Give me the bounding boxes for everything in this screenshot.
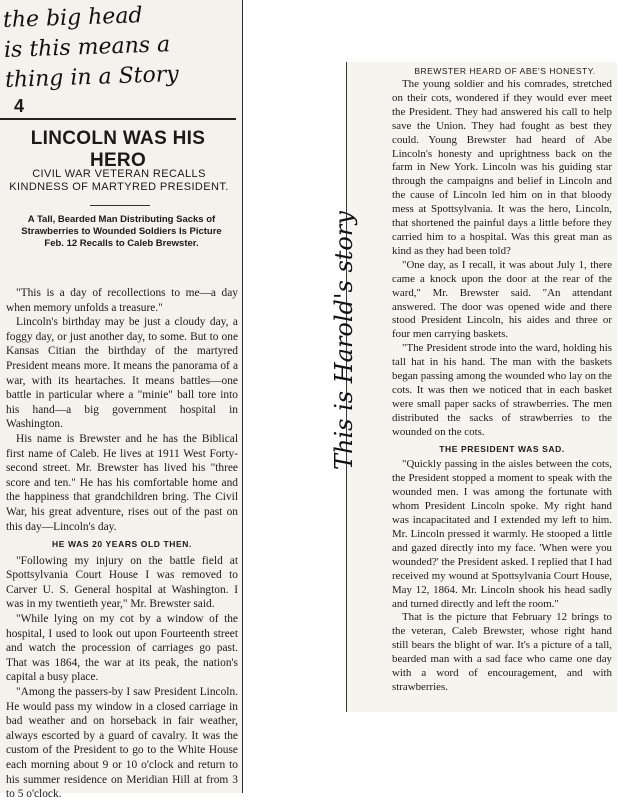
paragraph: "The President strode into the ward, holding his tall hat in his hand. The man with the baskets began passing among the wounded who lay on the cots. It was then we noticed that in each basket were small paper sacks of strawberries. The men distributed the sacks of strawberries to the wounded on the cots. xyxy=(392,342,612,438)
section-break-heading: THE PRESIDENT WAS SAD. xyxy=(439,443,565,454)
article-subhead: CIVIL WAR VETERAN RECALLS KINDNESS OF MARTYRED PRESIDENT. xyxy=(9,168,229,193)
right-article-column xyxy=(392,78,612,695)
headline-rule xyxy=(0,118,236,120)
paragraph: That is the picture that February 12 brings to the veteran, Caleb Brewster, whose right hand still bears the blight of war. It's a picture of a tall, bearded man with a sad face who came one day with a word of encouragement, and with strawberries. xyxy=(392,611,612,693)
paragraph: His name is Brewster and he has the Biblical first name of Caleb. He lives at 1911 West Forty-second street. Mr. Brewster has lived his "three score and ten." He has his comfortable home and the happiness that grandchildren bring. The Civil War, his great adventure, rises out of the past on this day—Lincoln's day. xyxy=(6,432,238,533)
handwritten-line: the big head xyxy=(2,3,143,33)
paragraph: "Quickly passing in the aisles between the cots, the President stopped a moment to speak with the wounded men. I was among the fortunate with whom President Lincoln spoke. My right hand was incapacitated and I extended my left to him. Mr. Lincoln pressed it warmly. He stooped a little and gazed directly into my face. 'When were you wounded?' the President asked. I replied that I had received my wound at Spottsylvania Court House, May 12, 1864. Mr. Lincoln shook his head sadly and turned directly and left the room." xyxy=(392,458,612,610)
paragraph: "Among the passers-by I saw President Lincoln. He would pass my window in a closed carriage in bad weather and on horseback in fair weather, always escorted by a guard of cavalry. It was the custom of the President to go to the White House each morning about 9 or 10 o'clock and return to his summer residence on Meridian Hill at from 3 to 5 o'clock. xyxy=(6,686,238,801)
handwritten-margin-note: This is Harold's story xyxy=(330,211,358,470)
paragraph: Lincoln's birthday may be just a cloudy day, a foggy day, or just another day, to some. But to one Kansas Citian the birthday of the martyred President means more. It means the panorama of a war, with its heartaches. It means battles—one battle in particular where a "minie" ball tore into his hand—a big government hospital in Washington. xyxy=(6,316,238,431)
handwritten-line: thing in a Story xyxy=(4,61,180,93)
article-deck: A Tall, Bearded Man Distributing Sacks of Strawberries to Wounded Soldiers Is Picture Feb. 12 Recalls to Caleb Brewster. xyxy=(21,214,222,249)
paragraph: The young soldier and his comrades, stretched on their cots, wondered if they would ever meet the President. They had answered his call to help save the Union. They had fought as best they could. Young Brewster had heard of Abe Lincoln's honesty and uprightness back on the farm in New York. Lincoln was his guiding star through the campaigns and belief in Lincoln and the cause of Lincoln led him on in that bloody mess at Spottsylvania. It was the hero, Lincoln, that shortened the painful days a little before they carried him to a hospital. Was this great man as kind as they had been told? xyxy=(392,78,612,257)
handwritten-line: is this means a xyxy=(3,32,171,63)
handwritten-note xyxy=(2,0,233,96)
section-heading: BREWSTER HEARD OF ABE'S HONESTY. xyxy=(414,66,596,76)
paragraph: "While lying on my cot by a window of the hospital, I used to look out upon Fourteenth street and watch the procession of carriages go past. That was 1864, the war at its peak, the nation's capital a busy place. xyxy=(6,613,238,684)
left-article-column xyxy=(6,286,238,802)
section-break-heading: HE WAS 20 YEARS OLD THEN. xyxy=(51,539,192,550)
paragraph: "Following my injury on the battle field at Spottsylvania Court House I was removed to Carver U. S. General hospital at Washington. I was in my twentieth year," Mr. Brewster said. xyxy=(6,554,238,611)
article-headline: LINCOLN WAS HIS HERO xyxy=(30,128,206,171)
page-number: 4 xyxy=(14,96,25,116)
divider xyxy=(90,205,150,206)
paragraph: "One day, as I recall, it was about July 1, there came a knock upon the door at the rear of the ward," Mr. Brewster said. "An attendant answered. The door was opened wide and there stood President Lincoln, his aides and three or four men carrying baskets. xyxy=(392,258,612,341)
paragraph: "This is a day of recollections to me—a day when memory unfolds a treasure." xyxy=(6,287,238,314)
